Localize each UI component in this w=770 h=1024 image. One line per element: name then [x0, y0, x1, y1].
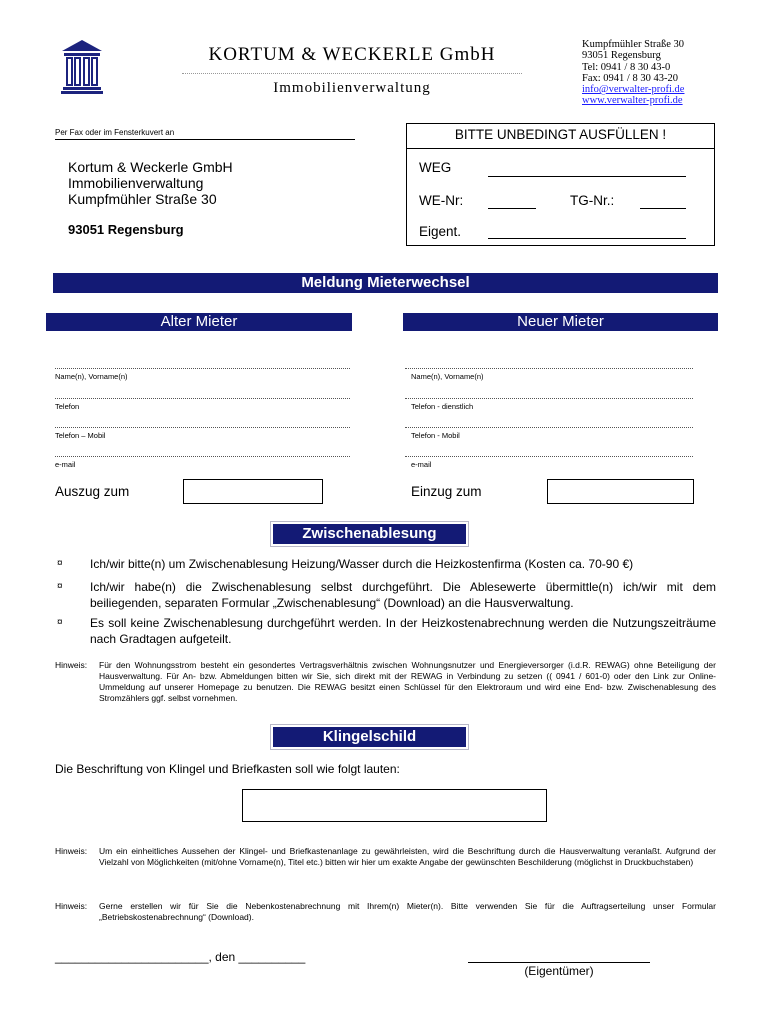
new-tenant-email-label: e-mail [411, 460, 432, 469]
we-nr-label: WE-Nr: [419, 193, 464, 208]
section-title-interim-reading: Zwischenablesung [273, 524, 466, 544]
section-title-doorbell: Klingelschild [273, 727, 466, 747]
address-fax: Fax: 0941 / 8 30 43-20 [582, 72, 678, 84]
doorbell-label-field[interactable] [242, 789, 547, 822]
weg-label: WEG [419, 160, 452, 175]
weg-field[interactable] [488, 176, 686, 177]
old-tenant-title: Alter Mieter [46, 313, 352, 331]
interim-hint-text: Für den Wohnungsstrom besteht ein gesondertes Vertragsverhältnis zwischen Wohnungsnutzer und Energieversorger (i.d.R. REWAG) ohne Beteiligung der Hausverwaltung. Für An- bzw. Abmeldungen bitten wir Sie, sich direkt mit der REWAG in Verbindung zu setzen (( 0941 / 601-0) oder den Link zur Online-Ummeldung auf unserer Homepage zu benutzen. Die REWAG besitzt einen Schlüssel für den Elektroraum und wird eine End- bzw. Zwischenablesung des Stromzählers ggf. selbst vornehmen. [99, 660, 716, 703]
old-tenant-name-field[interactable] [55, 368, 350, 369]
doorbell-hint-text: Um ein einheitliches Aussehen der Klingel- und Briefkastenanlage zu gewährleisten, wird die Beschriftung durch die Hausverwaltung veranlaßt. Aufgrund der Vielzahl von Möglichkeiten (mit/ohne Vorname(n), Titel etc.) bitten wir hier um exakte Angabe der gewünschten Beschilderung (möglichst in Druckbuchstaben) [99, 846, 716, 867]
tg-nr-field[interactable] [640, 208, 686, 209]
option2-text: Ich/wir habe(n) die Zwischenablesung selbst durchgeführt. Die Ablesewerte übermittle(n) ich/wir mit dem beiliegenden, separaten Formular „Zwischenablesung“ (Download) an die Hausverwaltung. [90, 580, 716, 610]
old-tenant-mobile-field[interactable] [55, 427, 350, 428]
new-tenant-mobile-label: Telefon - Mobil [411, 431, 460, 440]
old-tenant-phone-label: Telefon [55, 402, 80, 411]
email-link[interactable]: info@verwalter-profi.de [582, 84, 685, 96]
move-out-date-field[interactable] [183, 479, 323, 504]
recipient-city: 93051 Regensburg [68, 222, 184, 237]
address-city: 93051 Regensburg [582, 50, 661, 62]
new-tenant-name-label: Name(n), Vorname(n) [411, 372, 484, 381]
new-tenant-title: Neuer Mieter [403, 313, 718, 331]
move-out-label: Auszug zum [55, 484, 130, 499]
address-street: Kumpfmühler Straße 30 [582, 39, 685, 50]
new-tenant-phone-field[interactable] [405, 398, 693, 399]
old-tenant-mobile-label: Telefon – Mobil [55, 431, 106, 440]
old-tenant-name-label: Name(n), Vorname(n) [55, 372, 128, 381]
costs-hint-label: Hinweis: [55, 901, 88, 911]
old-tenant-email-field[interactable] [55, 456, 350, 457]
header-divider [182, 73, 522, 74]
owner-label: Eigent. [419, 224, 462, 239]
option2-checkbox[interactable]: ¤ [57, 581, 63, 592]
doorbell-hint-label: Hinweis: [55, 846, 88, 856]
address-phone: Tel: 0941 / 8 30 43-0 [582, 61, 671, 73]
new-tenant-email-field[interactable] [405, 456, 693, 457]
company-name: KORTUM & WECKERLE GmbH [208, 44, 496, 65]
option3-text: Es soll keine Zwischenablesung durchgeführt werden. In der Heizkostenabrechnung werden die Nutzungszeiträume nach Gradtagen aufgeteilt. [90, 616, 716, 646]
option1-text: Ich/wir bitte(n) um Zwischenablesung Heizung/Wasser durch die Heizkostenfirma (Kosten ca. 70-90 €) [90, 557, 634, 571]
recipient-line: Immobilienverwaltung [68, 175, 204, 191]
new-tenant-name-field[interactable] [405, 368, 693, 369]
new-tenant-phone-label: Telefon - dienstlich [411, 402, 474, 411]
building-logo-icon [60, 38, 104, 94]
interim-hint-label: Hinweis: [55, 660, 88, 670]
place-date-field[interactable]: _______________________, den __________ [55, 950, 306, 964]
we-nr-field[interactable] [488, 208, 536, 209]
doorbell-instruction: Die Beschriftung von Klingel und Briefkasten soll wie folgt lauten: [55, 762, 400, 776]
owner-signature-line[interactable] [468, 962, 650, 963]
recipient-line: Kortum & Weckerle GmbH [68, 159, 233, 175]
required-fields-heading: BITTE UNBEDINGT AUSFÜLLEN ! [454, 127, 667, 142]
fax-note: Per Fax oder im Fensterkuvert an [55, 128, 175, 137]
required-fields-divider [406, 148, 715, 149]
website-link[interactable]: www.verwalter-profi.de [582, 95, 683, 107]
old-tenant-phone-field[interactable] [55, 398, 350, 399]
company-subtitle: Immobilienverwaltung [273, 80, 431, 96]
old-tenant-email-label: e-mail [55, 460, 76, 469]
owner-signature-label: (Eigentümer) [524, 964, 594, 978]
owner-field[interactable] [488, 238, 686, 239]
recipient-address [68, 159, 233, 207]
section-title-tenant-change: Meldung Mieterwechsel [53, 273, 718, 293]
option3-checkbox[interactable]: ¤ [57, 617, 63, 628]
tg-nr-label: TG-Nr.: [570, 193, 615, 208]
new-tenant-mobile-field[interactable] [405, 427, 693, 428]
recipient-line: Kumpfmühler Straße 30 [68, 191, 217, 207]
move-in-label: Einzug zum [411, 484, 482, 499]
option1-checkbox[interactable]: ¤ [57, 558, 63, 569]
company-address [582, 39, 684, 107]
move-in-date-field[interactable] [547, 479, 694, 504]
costs-hint-text: Gerne erstellen wir für Sie die Nebenkostenabrechnung mit Ihrem(n) Mieter(n). Bitte verwenden Sie für die Auftragserteilung unser Formular „Betriebskostenabrechnung“ (Download). [99, 901, 716, 922]
fax-note-divider [55, 139, 355, 140]
